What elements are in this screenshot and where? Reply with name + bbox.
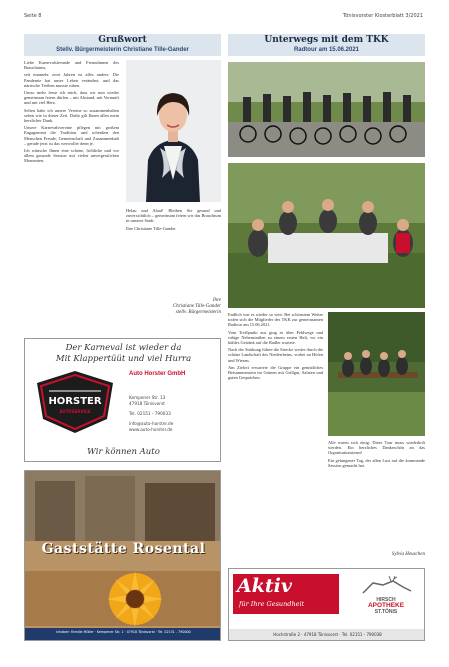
- paragraph: Ich wünsche Ihnen eine schöne, fröhliche und vor allem gesunde Session mit vielen unvergesslichen Momenten.: [24, 148, 119, 164]
- left-article-header: [24, 34, 221, 56]
- signature-name: Christiane Tille-Gander: [172, 304, 221, 309]
- horster-logo: [33, 369, 117, 435]
- paragraph: Liebe Karnevalsfreunde und Freundinnen des Brauchtums,: [24, 60, 119, 71]
- left-article-title: Grußwort: [98, 35, 147, 45]
- left-article-column-2: [126, 208, 221, 294]
- paragraph: Vom Treffpunkt aus ging es über Feldwege und ruhige Nebenstraßen zu einem ersten Halt, wo ein kühles Getränk auf die Radler wartete.: [228, 329, 323, 346]
- right-article-column-1: [228, 312, 323, 544]
- deer-logo: [353, 575, 419, 595]
- ad-company: Auto Horster GmbH: [129, 371, 186, 377]
- bench-photo: [328, 312, 425, 436]
- right-article-subtitle: Radtour am 15.06.2021: [293, 47, 360, 53]
- paragraph: Helau und Alaaf! Bleiben Sie gesund und zuversichtlich – gemeinsam feiern wir das Brauchtum in unserer Stadt.: [126, 208, 221, 224]
- ad-subtitle: für Ihre Gesundheit: [239, 600, 305, 608]
- paragraph: Ein gelungener Tag, der allen Lust auf die kommende Session gemacht hat.: [328, 457, 425, 468]
- ad-headline: Mit Klappertüüt und viel Hurra: [55, 354, 192, 364]
- rosental-ad[interactable]: [24, 470, 221, 641]
- logo-subtext: AUTOSERVICE: [59, 409, 91, 414]
- ad-footer: Inhaber: Familie Müller · Kempener Str. 1 · 47918 Tönisvorst · Tel. 02151 - 790000: [56, 630, 191, 634]
- ad-footer: Hochstraße 2 · 47918 Tönisvorst · Tel. 02151 - 790038: [273, 632, 382, 637]
- left-article-subtitle: Stellv. Bürgermeisterin Christiane Tille-Gander: [56, 47, 189, 53]
- signature-role: stellv. Bürgermeisterin: [175, 310, 221, 315]
- logo-text: HORSTER: [48, 396, 102, 407]
- paragraph: Am Zielort erwartete die Gruppe ein gemütliches Beisammensein im Grünen mit Grillgut, Salaten und guten Gesprächen.: [228, 364, 323, 381]
- article-author: Sylvia Heuschen: [391, 552, 425, 557]
- portrait-photo: [126, 60, 221, 202]
- ad-address: 47918 Tönisvorst: [129, 401, 165, 406]
- paragraph: Nach der Stärkung führte die Strecke weiter durch die schöne Landschaft des Niederrheins, vorbei an Höfen und Wiesen.: [228, 347, 323, 363]
- horster-ad[interactable]: [24, 338, 221, 462]
- paragraph: Endlich war es wieder so weit: Bei schönstem Wetter trafen sich die Mitglieder des TKK zur gemeinsamen Radtour am 15.06.2021.: [228, 312, 323, 328]
- ad-email[interactable]: info@auto-horster.de: [129, 421, 174, 426]
- paragraph: Selten habe ich unsere Vereine so zusammenhalten sehen wie in dieser Zeit. Dafür gilt Ihnen allen mein herzlicher Dank.: [24, 107, 119, 124]
- paragraph: Unsere Karnevalsvereine pflegen mit großem Engagement die Tradition und schenken den Menschen Freude, Gemeinschaft und Zusammenhalt – gerade jetzt ist das wertvoller denn je.: [24, 125, 119, 146]
- gathering-photo: [228, 163, 425, 308]
- ad-contact: [129, 395, 173, 433]
- ad-slogan: Wir können Auto: [87, 447, 160, 457]
- right-article-title: Unterwegs mit dem TKK: [264, 35, 389, 45]
- pharmacy-line: APOTHEKE: [367, 602, 405, 609]
- ad-website[interactable]: www.auto-horster.de: [129, 427, 173, 432]
- left-article-column-1: [24, 60, 119, 332]
- paragraph: Umso mehr freue ich mich, dass wir nun wieder gemeinsam feiern dürfen – mit Abstand, mit Vernunft und mit viel Herz.: [24, 90, 119, 106]
- ad-headline: Der Karneval ist wieder da: [65, 343, 182, 353]
- paragraph: seit nunmehr zwei Jahren ist alles anders: Die Pandemie hat unser Leben verändert, und das närrische Treiben musste ruhen.: [24, 72, 119, 88]
- pharmacy-name: [353, 597, 419, 615]
- signature-block: [126, 298, 221, 316]
- right-article-header: [228, 34, 425, 56]
- paragraph: Ihre Christiane Tille-Gander: [126, 225, 176, 231]
- ad-business-name: Gaststätte Rosental: [41, 541, 206, 557]
- ad-title: Aktiv: [237, 575, 292, 597]
- pharmacy-line: HIRSCH: [376, 597, 396, 603]
- paragraph: Alle waren sich einig: Diese Tour muss wiederholt werden. Ein herzliches Dankeschön an das Organisationsteam!: [328, 440, 425, 456]
- publication-name: Tönisvorster Klosterblatt 3/2021: [342, 13, 423, 19]
- page-number: Seite 8: [24, 13, 42, 19]
- right-article-column-2: [328, 440, 425, 540]
- ad-phone: Tel. 02151 - 790033: [129, 411, 171, 416]
- apotheke-ad[interactable]: [228, 568, 425, 641]
- cyclists-photo: [228, 62, 425, 157]
- signature-line: Ihre: [212, 298, 221, 303]
- ad-address: Kempener Str. 13: [129, 395, 166, 400]
- pharmacy-line: ST.TÖNIS: [374, 609, 398, 615]
